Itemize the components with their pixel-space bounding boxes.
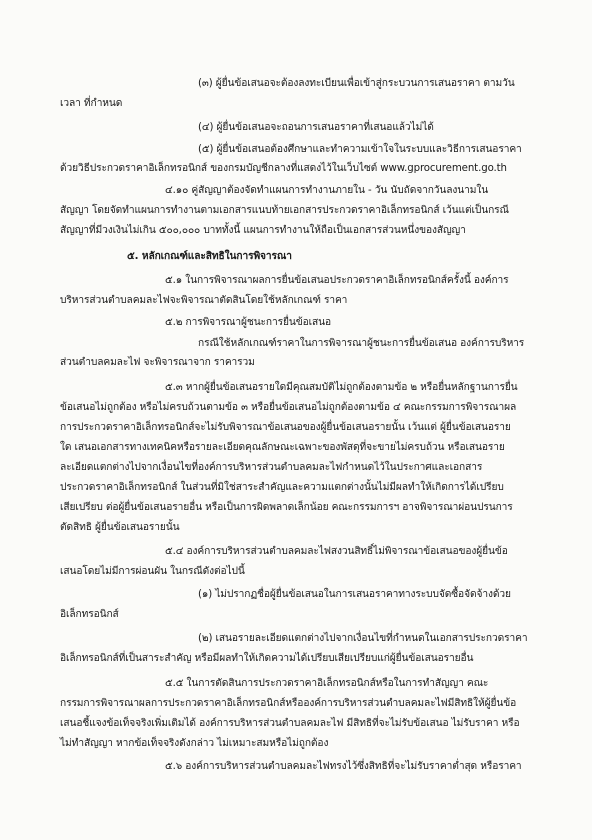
clause-5-4-1-line-2: อิเล็กทรอนิกส์ bbox=[60, 609, 119, 620]
clause-5-4-2-line-1: (๒) เสนอรายละเอียดแตกต่างไปจากเงื่อนไขที่กำหนดในเอกสารประกวดราคา bbox=[198, 633, 528, 644]
section-5-heading: ๕. หลักเกณฑ์และสิทธิในการพิจารณา bbox=[127, 251, 292, 262]
clause-4-9-5-line-1: (๕) ผู้ยื่นข้อเสนอต้องศึกษาและทำความเข้าใจในระบบและวิธีการเสนอราคา bbox=[198, 144, 522, 155]
clause-5-3-line-8: ตัดสิทธิ ผู้ยื่นข้อเสนอรายนั้น bbox=[60, 522, 180, 533]
clause-5-5-line-1: ๕.๕ ในการตัดสินการประกวดราคาอิเล็กทรอนิกส์หรือในการทำสัญญา คณะ bbox=[165, 678, 489, 689]
clause-5-2-line-2: กรณีใช้หลักเกณฑ์ราคาในการพิจารณาผู้ชนะการยื่นข้อเสนอ องค์การบริหาร bbox=[198, 338, 525, 349]
clause-4-9-3-line-2: เวลา ที่กำหนด bbox=[60, 98, 123, 109]
clause-5-4-line-1: ๕.๔ องค์การบริหารส่วนตำบลคมละไฟสงวนสิทธิ์ไม่พิจารณาข้อเสนอของผู้ยื่นข้อ bbox=[165, 546, 508, 557]
clause-5-2-line-1: ๕.๒ การพิจารณาผู้ชนะการยื่นข้อเสนอ bbox=[165, 317, 331, 328]
clause-5-5-line-4: ไม่ทำสัญญา หากข้อเท็จจริงดังกล่าว ไม่เหมาะสมหรือไม่ถูกต้อง bbox=[60, 738, 329, 749]
clause-5-3-line-4: ใด เสนอเอกสารทางเทคนิคหรือรายละเอียดคุณลักษณะเฉพาะของพัสดุที่จะขายไม่ครบถ้วน หรือเสนอราย bbox=[60, 442, 505, 453]
clause-5-4-2-line-2: อิเล็กทรอนิกส์ที่เป็นสาระสำคัญ หรือมีผลทำให้เกิดความได้เปรียบเสียเปรียบแก่ผู้ยื่นข้อเสนอรายอื่น bbox=[60, 653, 474, 664]
clause-5-3-line-5: ละเอียดแตกต่างไปจากเงื่อนไขที่องค์การบริหารส่วนตำบลคมละไฟกำหนดไว้ในประกาศและเอกสาร bbox=[60, 462, 483, 473]
clause-5-2-line-3: ส่วนตำบลคมละไฟ จะพิจารณาจาก ราคารวม bbox=[60, 357, 255, 368]
clause-5-4-1-line-1: (๑) ไม่ปรากฏชื่อผู้ยื่นข้อเสนอในการเสนอราคาทางระบบจัดซื้อจัดจ้างด้วย bbox=[198, 589, 511, 600]
clause-4-9-3-line-1: (๓) ผู้ยื่นข้อเสนอจะต้องลงทะเบียนเพื่อเข้าสู่กระบวนการเสนอราคา ตามวัน bbox=[198, 78, 515, 89]
clause-4-9-4: (๔) ผู้ยื่นข้อเสนอจะถอนการเสนอราคาที่เสนอแล้วไม่ได้ bbox=[198, 122, 434, 133]
clause-4-9-5-line-2: ด้วยวิธีประกวดราคาอิเล็กทรอนิกส์ ของกรมบัญชีกลางที่แสดงไว้ในเว็บไซต์ www.gprocurement.go.th bbox=[60, 163, 507, 174]
clause-5-3-line-6: ประกวดราคาอิเล็กทรอนิกส์ ในส่วนที่มิใช่สาระสำคัญและความแตกต่างนั้นไม่มีผลทำให้เกิดการได้เปรียบ bbox=[60, 482, 504, 493]
clause-4-10-line-3: สัญญาที่มีวงเงินไม่เกิน ๕๐๐,๐๐๐ บาททั้งนี้ แผนการทำงานให้ถือเป็นเอกสารส่วนหนึ่งของสัญญา bbox=[60, 225, 466, 236]
clause-5-6-line-1: ๕.๖ องค์การบริหารส่วนตำบลคมละไฟทรงไว้ซึ่งสิทธิที่จะไม่รับราคาต่ำสุด หรือราคา bbox=[165, 761, 522, 772]
clause-4-10-line-1: ๔.๑๐ คู่สัญญาต้องจัดทำแผนการทำงานภายใน - วัน นับถัดจากวันลงนามใน bbox=[165, 185, 489, 196]
clause-5-3-line-2: ข้อเสนอไม่ถูกต้อง หรือไม่ครบถ้วนตามข้อ ๓ หรือยื่นข้อเสนอไม่ถูกต้องตามข้อ ๔ คณะกรรมการพิจารณาผล bbox=[60, 402, 517, 413]
clause-5-1-line-2: บริหารส่วนตำบลคมละไฟจะพิจารณาตัดสินโดยใช้หลักเกณฑ์ ราคา bbox=[60, 295, 348, 306]
clause-5-3-line-3: การประกวดราคาอิเล็กทรอนิกส์จะไม่รับพิจารณาข้อเสนอของผู้ยื่นข้อเสนอรายนั้น เว้นแต่ ผู้ยื่นข้อเสนอราย bbox=[60, 422, 511, 433]
clause-5-5-line-3: เสนอชี้แจงข้อเท็จจริงเพิ่มเติมได้ องค์การบริหารส่วนตำบลคมละไฟ มีสิทธิที่จะไม่รับข้อเสนอ ไม่รับราคา หรือ bbox=[60, 718, 520, 729]
clause-5-5-line-2: กรรมการพิจารณาผลการประกวดราคาอิเล็กทรอนิกส์หรือองค์การบริหารส่วนตำบลคมละไฟมีสิทธิให้ผู้ยื่นข้อ bbox=[60, 698, 517, 709]
clause-4-10-line-2: สัญญา โดยจัดทำแผนการทำงานตามเอกสารแนบท้ายเอกสารประกวดราคาอิเล็กทรอนิกส์ เว้นแต่เป็นกรณี bbox=[60, 205, 509, 216]
clause-5-3-line-1: ๕.๓ หากผู้ยื่นข้อเสนอรายใดมีคุณสมบัติไม่ถูกต้องตามข้อ ๒ หรือยื่นหลักฐานการยื่น bbox=[165, 382, 518, 393]
clause-5-1-line-1: ๕.๑ ในการพิจารณาผลการยื่นข้อเสนอประกวดราคาอิเล็กทรอนิกส์ครั้งนี้ องค์การ bbox=[165, 275, 509, 286]
clause-5-3-line-7: เสียเปรียบ ต่อผู้ยื่นข้อเสนอรายอื่น หรือเป็นการผิดพลาดเล็กน้อย คณะกรรมการฯ อาจพิจารณาผ่อนปรนการ bbox=[60, 502, 513, 513]
clause-5-4-line-2: เสนอโดยไม่มีการผ่อนผัน ในกรณีดังต่อไปนี้ bbox=[60, 566, 245, 577]
